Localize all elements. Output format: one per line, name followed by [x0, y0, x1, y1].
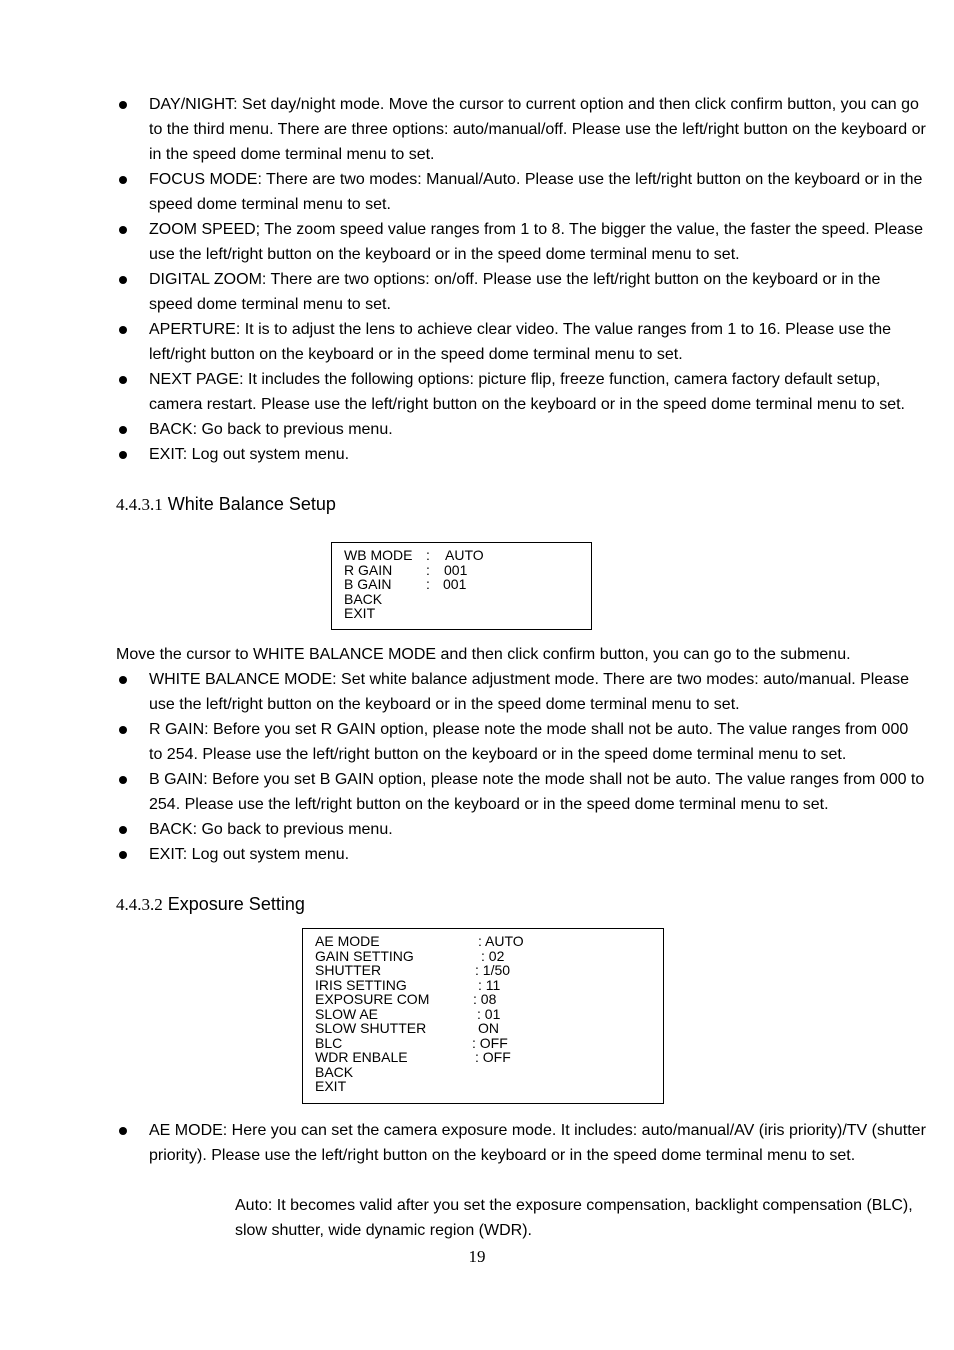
bullet-icon: [119, 826, 127, 834]
list-item: BACK: Go back to previous menu.: [116, 817, 926, 842]
menu-row: WB MODE : AUTO: [344, 547, 484, 563]
menu-row: BACK: [344, 590, 383, 607]
bullet-icon: [119, 676, 127, 684]
menu-row: R GAIN : 001: [344, 561, 468, 578]
menu-row: GAIN SETTING : 02: [315, 947, 505, 964]
bullet-icon: [119, 426, 127, 434]
option-list-exposure: [116, 1118, 926, 1168]
menu-row: BLC : OFF: [315, 1034, 508, 1051]
list-item: EXIT: Log out system menu.: [116, 442, 926, 467]
menu-row: EXIT: [315, 1078, 347, 1094]
menu-row: BACK: [315, 1063, 354, 1080]
menu-row: SLOW AE : 01: [315, 1005, 501, 1022]
menu-row: B GAIN : 001: [344, 576, 467, 592]
menu-row: SHUTTER : 1/50: [315, 962, 511, 978]
white-balance-intro: Move the cursor to WHITE BALANCE MODE and then click confirm button, you can go to the submenu.: [116, 646, 851, 663]
list-item: DIGITAL ZOOM: There are two options: on/off. Please use the left/right button on the keyboard or in the speed dome terminal menu to set.: [116, 267, 926, 317]
bullet-icon: [119, 101, 127, 109]
list-item: DAY/NIGHT: Set day/night mode. Move the cursor to current option and then click confirm button, you can go to the third menu. There are three options: auto/manual/off. Please use the left/right button on the keyboard or in the speed dome terminal menu to set.: [116, 92, 926, 167]
bullet-icon: [119, 276, 127, 284]
list-item: APERTURE: It is to adjust the lens to achieve clear video. The value ranges from 1 to 16. Please use the left/right button on the keyboard or in the speed dome terminal menu to set.: [116, 317, 926, 367]
list-item: AE MODE: Here you can set the camera exposure mode. It includes: auto/manual/AV (iris priority)/TV (shutter priority). Please use the left/right button on the keyboard or in the speed dome terminal menu to set.: [116, 1118, 926, 1168]
list-item: WHITE BALANCE MODE: Set white balance adjustment mode. There are two modes: auto/manual. Please use the left/right button on the keyboard or in the speed dome terminal menu to set.: [116, 667, 926, 717]
list-item: NEXT PAGE: It includes the following options: picture flip, freeze function, camera factory default setup, camera restart. Please use the left/right button on the keyboard or in the speed dome terminal menu to set.: [116, 367, 926, 417]
auto-mode-note: Auto: It becomes valid after you set the exposure compensation, backlight compensation (BLC), slow shutter, wide dynamic region (WDR).: [235, 1197, 913, 1239]
page-number: 19: [468, 1247, 486, 1266]
bullet-icon: [119, 326, 127, 334]
bullet-icon: [119, 451, 127, 459]
menu-row: WDR ENBALE : OFF: [315, 1049, 511, 1065]
list-item: ZOOM SPEED; The zoom speed value ranges from 1 to 8. The bigger the value, the faster the speed. Please use the left/right button on the keyboard or in the speed dome terminal menu to set.: [116, 217, 926, 267]
bullet-icon: [119, 851, 127, 859]
list-item: EXIT: Log out system menu.: [116, 842, 926, 867]
bullet-icon: [119, 776, 127, 784]
exposure-menu-box: [302, 928, 664, 1104]
bullet-icon: [119, 226, 127, 234]
section-heading-exposure: 4.4.3.2 Exposure Setting: [116, 894, 305, 914]
bullet-icon: [119, 726, 127, 734]
menu-row: AE MODE : AUTO: [315, 933, 524, 949]
section-heading-white-balance: 4.4.3.1 White Balance Setup: [116, 494, 336, 514]
option-list-white-balance: [116, 667, 926, 867]
menu-row: EXPOSURE COM : 08: [315, 991, 497, 1007]
bullet-icon: [119, 376, 127, 384]
menu-row: EXIT: [344, 605, 376, 621]
bullet-icon: [119, 176, 127, 184]
list-item: B GAIN: Before you set B GAIN option, please note the mode shall not be auto. The value ranges from 000 to 254. Please use the left/right button on the keyboard or in the speed dome terminal menu to set.: [116, 767, 926, 817]
white-balance-menu-box: [331, 542, 592, 630]
menu-row: SLOW SHUTTER ON: [315, 1020, 499, 1036]
bullet-icon: [119, 1127, 127, 1135]
list-item: BACK: Go back to previous menu.: [116, 417, 926, 442]
list-item: R GAIN: Before you set R GAIN option, please note the mode shall not be auto. The value ranges from 000 to 254. Please use the left/right button on the keyboard or in the speed dome terminal menu to set.: [116, 717, 926, 767]
menu-row: IRIS SETTING : 11: [315, 976, 501, 993]
list-item: FOCUS MODE: There are two modes: Manual/Auto. Please use the left/right button on the keyboard or in the speed dome terminal menu to set.: [116, 167, 926, 217]
option-list-camera: [116, 92, 926, 467]
